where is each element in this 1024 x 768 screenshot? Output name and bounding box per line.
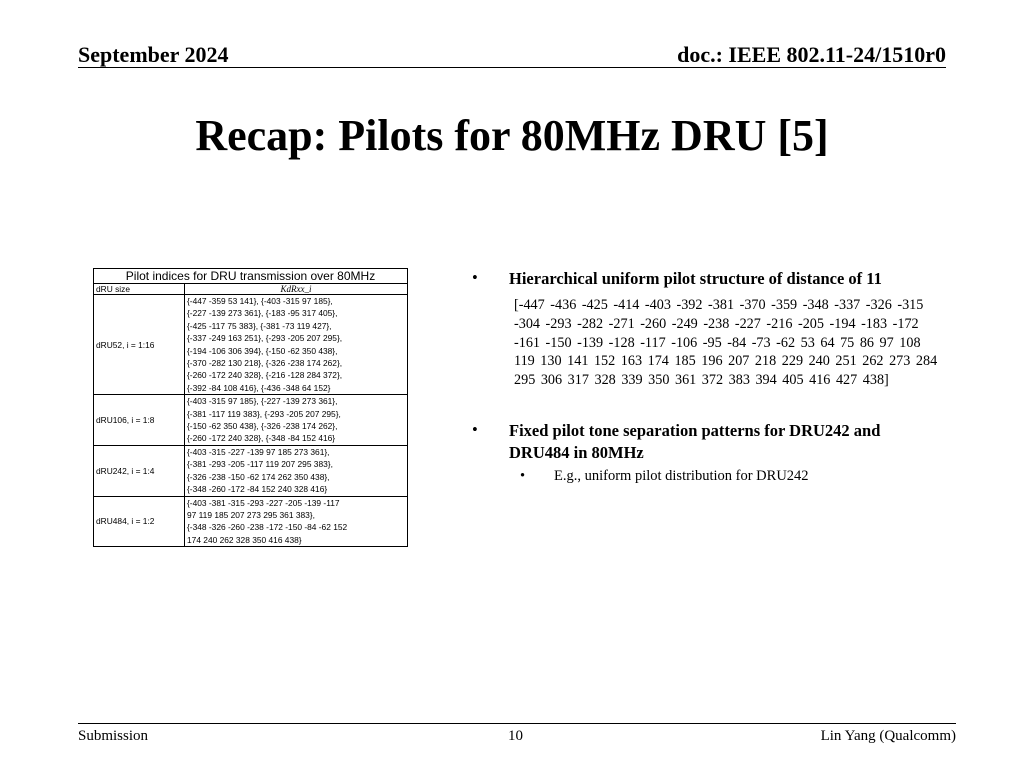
slide-title: Recap: Pilots for 80MHz DRU [5] [195, 111, 829, 160]
table-row [94, 445, 408, 496]
dru-size-cell: dRU242, i = 1:4 [94, 445, 185, 496]
table-row [94, 295, 408, 395]
dru-size-cell: dRU52, i = 1:16 [94, 295, 185, 395]
header-doc-id: doc.: IEEE 802.11-24/1510r0 [677, 42, 946, 67]
bullet-dot-icon: • [472, 268, 478, 287]
pilot-indices-table [93, 268, 408, 547]
dru-size-cell: dRU106, i = 1:8 [94, 395, 185, 446]
page-number: 10 [508, 728, 523, 744]
dru-size-cell: dRU484, i = 1:2 [94, 496, 185, 547]
pilot-indices-cell [185, 496, 408, 547]
index-line: {-381 -117 119 383}, {-293 -205 207 295}, [187, 408, 341, 419]
header-divider [78, 67, 946, 68]
pilot-indices-cell [185, 295, 408, 395]
bullet-item [472, 268, 942, 290]
index-line: {-447 -359 53 141}, {-403 -315 97 185}, [187, 296, 333, 306]
bullet-list [472, 268, 942, 485]
index-line: {-337 -249 163 251}, {-293 -205 207 295}, [187, 333, 343, 344]
index-line: 174 240 262 328 350 416 438} [187, 534, 302, 545]
sub-bullet-item [520, 468, 942, 485]
index-line: {-381 -293 -205 -117 119 207 295 383}, [187, 459, 333, 470]
table-row [94, 496, 408, 547]
index-line: {-403 -381 -315 -293 -227 -205 -139 -117 [187, 497, 340, 508]
bullet-dot-icon: • [520, 467, 526, 484]
bullet-item [472, 420, 942, 464]
header-date: September 2024 [78, 42, 229, 67]
index-line: {-348 -326 -260 -238 -172 -150 -84 -62 152 [187, 522, 348, 533]
index-line: {-425 -117 75 383}, {-381 -73 119 427}, [187, 320, 332, 331]
footer-divider [78, 723, 956, 724]
column-header-size: dRU size [94, 284, 185, 295]
index-line: {-348 -260 -172 -84 152 240 328 416} [187, 484, 328, 495]
index-line: {-150 -62 350 438}, {-326 -238 174 262}, [187, 421, 338, 432]
index-line: {-260 -172 240 328}, {-348 -84 152 416} [187, 433, 336, 444]
bullet-text: Fixed pilot tone separation patterns for DRU242 and DRU484 in 80MHz [509, 420, 881, 462]
index-line: {-194 -106 306 394}, {-150 -62 350 438}, [187, 345, 338, 356]
table-row [94, 395, 408, 446]
index-line: {-403 -315 -227 -139 97 185 273 361}, [187, 446, 330, 457]
pilot-sequence: [-447 -436 -425 -414 -403 -392 -381 -370 -359 -348 -337 -326 -315 -304 -293 -282 -271 -260 -249 -238 -227 -216 -205 -194 -183 -172 -161 -150 -139 -128 -117 -106 -95 -84 -73 -62 53 64 75 86 97 108 119 130 141 152 163 174 185 196 207 218 229 240 251 262 273 284 295 306 317 328 339 350 361 372 383 394 405 416 427 438] [514, 297, 938, 389]
bullet-dot-icon: • [472, 419, 478, 439]
index-line: 97 119 185 207 273 295 361 383}, [187, 509, 315, 520]
index-line: {-227 -139 273 361}, {-183 -95 317 405}, [187, 308, 338, 319]
footer-author: Lin Yang (Qualcomm) [820, 728, 956, 744]
index-line: {-392 -84 108 416}, {-436 -348 64 152} [187, 382, 331, 393]
column-header-indices: KdRxx_i [185, 284, 408, 295]
index-line: {-260 -172 240 328}, {-216 -128 284 372}, [187, 370, 343, 381]
index-line: {-370 -282 130 218}, {-326 -238 174 262}, [187, 358, 343, 369]
pilot-indices-cell [185, 445, 408, 496]
sub-bullet-text: E.g., uniform pilot distribution for DRU242 [554, 467, 809, 484]
bullet-text: Hierarchical uniform pilot structure of distance of 11 [509, 269, 882, 288]
footer-submission: Submission [78, 728, 149, 744]
index-line: {-326 -238 -150 -62 174 262 350 438}, [187, 471, 330, 482]
index-line: {-403 -315 97 185}, {-227 -139 273 361}, [187, 396, 338, 407]
table-caption: Pilot indices for DRU transmission over 80MHz [94, 269, 408, 284]
pilot-indices-cell [185, 395, 408, 446]
